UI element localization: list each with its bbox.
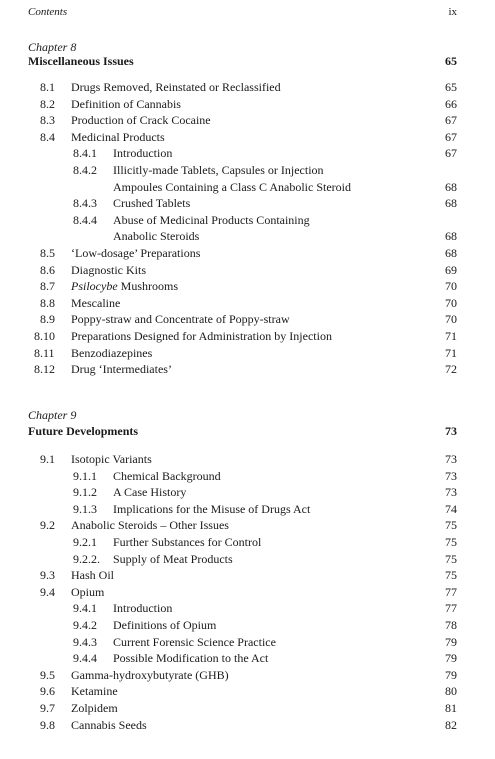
- toc-entry-number: 9.3: [40, 568, 55, 583]
- toc-entry-title: Crushed Tablets: [113, 196, 191, 211]
- toc-entry: [0, 129, 495, 146]
- toc-entry-title: Definition of Cannabis: [71, 96, 181, 111]
- chapter-9-page: 73: [445, 424, 457, 438]
- toc-entry-page: 72: [445, 362, 457, 377]
- toc-entry-title: Abuse of Medicinal Products Containing: [113, 212, 310, 227]
- toc-entry-title-italic: Psilocybe: [71, 279, 118, 294]
- toc-entry-page: 67: [445, 129, 457, 144]
- toc-entry-title: Opium: [71, 584, 105, 599]
- toc-entry-number: 9.2: [40, 518, 55, 533]
- toc-entry-number: 9.7: [40, 700, 55, 715]
- running-header-left: Contents: [28, 6, 68, 18]
- toc-entry-page: 67: [445, 146, 457, 161]
- toc-entry: [0, 262, 495, 279]
- toc-entry-page: 73: [445, 485, 457, 500]
- toc-entry-title: Possible Modification to the Act: [113, 651, 269, 666]
- toc-entry-page: 80: [445, 684, 457, 699]
- toc-entry-title: Current Forensic Science Practice: [113, 634, 276, 649]
- toc-entry-title: Chemical Background: [113, 468, 221, 483]
- toc-entry-page: 68: [445, 245, 457, 260]
- toc-entry-number: 8.4.4: [73, 212, 97, 227]
- chapter-8-title: Miscellaneous Issues: [28, 54, 134, 68]
- toc-entry: [0, 328, 495, 345]
- toc-entry: [0, 484, 495, 501]
- toc-entry-title-rest: Mushrooms: [117, 279, 178, 294]
- toc-entry-page: 73: [445, 452, 457, 466]
- toc-entry-number: 9.1.2: [73, 485, 97, 500]
- toc-entry-page: 74: [445, 501, 457, 516]
- toc-entry-number: 9.2.2.: [73, 551, 100, 566]
- toc-entry: [0, 96, 495, 113]
- toc-entry-page: 79: [445, 634, 457, 649]
- toc-entry-title: Anabolic Steroids – Other Issues: [71, 518, 229, 533]
- toc-entry: [0, 617, 495, 634]
- toc-entry: [0, 584, 495, 601]
- toc-entry-number: 9.1.3: [73, 501, 97, 516]
- toc-entry: [0, 212, 495, 229]
- toc-entry-page: 65: [445, 80, 457, 94]
- toc-entry-title: Poppy-straw and Concentrate of Poppy-straw: [71, 312, 290, 327]
- toc-entry-page: 75: [445, 518, 457, 533]
- toc-entry-number: 8.7: [40, 279, 55, 294]
- chapter-9-toc: [0, 451, 495, 733]
- running-header-page-number: ix: [448, 6, 457, 18]
- toc-entry: [0, 295, 495, 312]
- toc-entry-title: ‘Low-dosage’ Preparations: [71, 245, 201, 260]
- toc-entry-title: Diagnostic Kits: [71, 262, 146, 277]
- toc-entry: [0, 162, 495, 179]
- toc-entry-page: 70: [445, 295, 457, 310]
- toc-entry-number: 8.1: [40, 80, 55, 94]
- chapter-8-toc: [0, 79, 495, 378]
- toc-entry-title: Ketamine: [71, 684, 118, 699]
- toc-entry: [0, 551, 495, 568]
- toc-entry-title: Medicinal Products: [71, 129, 165, 144]
- toc-entry: [0, 501, 495, 518]
- toc-entry: [0, 228, 495, 245]
- toc-entry-page: 70: [445, 279, 457, 294]
- chapter-8-label: Chapter 8: [28, 40, 77, 54]
- toc-entry-title: Ampoules Containing a Class C Anabolic Steroid: [113, 179, 351, 194]
- toc-entry-page: 75: [445, 568, 457, 583]
- toc-entry-page: 78: [445, 617, 457, 632]
- toc-entry-number: 8.6: [40, 262, 55, 277]
- toc-entry-page: 70: [445, 312, 457, 327]
- toc-entry-title: Further Substances for Control: [113, 534, 262, 549]
- toc-entry-number: 8.2: [40, 96, 55, 111]
- toc-entry-page: 75: [445, 534, 457, 549]
- toc-entry-title: Implications for the Misuse of Drugs Act: [113, 501, 311, 516]
- toc-entry: [0, 534, 495, 551]
- toc-entry-title: A Case History: [113, 485, 187, 500]
- toc-entry: [0, 179, 495, 196]
- toc-entry: [0, 667, 495, 684]
- chapter-9-title: Future Developments: [28, 424, 139, 438]
- toc-entry-number: 8.9: [40, 312, 55, 327]
- toc-entry-title: Preparations Designed for Administration by Injection: [71, 328, 332, 343]
- toc-entry-title: Definitions of Opium: [113, 617, 217, 632]
- toc-entry-title: Introduction: [113, 601, 173, 616]
- toc-entry: [0, 634, 495, 651]
- toc-entry-title: Illicitly-made Tablets, Capsules or Injection: [113, 162, 324, 177]
- toc-entry-page: 68: [445, 196, 457, 211]
- toc-entry-number: 8.4: [40, 129, 55, 144]
- toc-entry: [0, 717, 495, 734]
- toc-entry-title: Drugs Removed, Reinstated or Reclassified: [71, 80, 281, 94]
- toc-entry: [0, 79, 495, 96]
- toc-entry-number: 9.8: [40, 717, 55, 732]
- toc-entry-number: 9.5: [40, 667, 55, 682]
- toc-entry: [0, 451, 495, 468]
- toc-entry-title: Benzodiazepines: [71, 345, 153, 360]
- toc-entry-number: 8.8: [40, 295, 55, 310]
- toc-entry: [0, 517, 495, 534]
- toc-entry-page: 71: [445, 345, 457, 360]
- toc-entry-number: 8.3: [40, 113, 55, 128]
- toc-entry-page: 82: [445, 717, 457, 732]
- toc-entry-page: 66: [445, 96, 457, 111]
- toc-entry: [0, 683, 495, 700]
- toc-entry-number: 9.6: [40, 684, 55, 699]
- toc-entry-number: 9.4.4: [73, 651, 97, 666]
- toc-entry-number: 9.4.3: [73, 634, 97, 649]
- toc-entry-page: 67: [445, 113, 457, 128]
- toc-entry-number: 8.10: [34, 328, 55, 343]
- toc-entry-title: Mescaline: [71, 295, 121, 310]
- toc-entry-number: 8.5: [40, 245, 55, 260]
- toc-entry: [0, 145, 495, 162]
- toc-entry-page: 68: [445, 229, 457, 244]
- toc-entry: [0, 278, 495, 295]
- toc-entry: [0, 311, 495, 328]
- toc-entry-number: 9.4.1: [73, 601, 97, 616]
- toc-entry-page: 68: [445, 179, 457, 194]
- toc-entry-title: Production of Crack Cocaine: [71, 113, 211, 128]
- chapter-9-label: Chapter 9: [28, 408, 77, 422]
- toc-entry-title: Isotopic Variants: [71, 452, 152, 466]
- toc-entry-title: Zolpidem: [71, 700, 118, 715]
- toc-entry-number: 9.1.1: [73, 468, 97, 483]
- toc-entry: [0, 195, 495, 212]
- toc-entry-title: Introduction: [113, 146, 173, 161]
- toc-entry-number: 9.4.2: [73, 617, 97, 632]
- toc-entry-page: 81: [445, 700, 457, 715]
- toc-entry-page: 71: [445, 328, 457, 343]
- toc-entry-number: 8.12: [34, 362, 55, 377]
- toc-entry: [0, 700, 495, 717]
- toc-entry: [0, 600, 495, 617]
- toc-entry: [0, 650, 495, 667]
- toc-entry-title: Anabolic Steroids: [113, 229, 200, 244]
- toc-entry-page: 79: [445, 651, 457, 666]
- toc-entry-number: 9.4: [40, 584, 55, 599]
- toc-entry: [0, 468, 495, 485]
- toc-entry-title: Hash Oil: [71, 568, 114, 583]
- toc-entry-title: [71, 278, 178, 295]
- toc-entry-number: 8.4.3: [73, 196, 97, 211]
- toc-entry-title: Cannabis Seeds: [71, 717, 147, 732]
- toc-entry: [0, 112, 495, 129]
- toc-entry-title: Gamma-hydroxybutyrate (GHB): [71, 667, 229, 682]
- toc-entry-page: 73: [445, 468, 457, 483]
- toc-entry-number: 9.1: [40, 452, 55, 466]
- toc-entry-number: 9.2.1: [73, 534, 97, 549]
- toc-entry: [0, 245, 495, 262]
- toc-entry-number: 8.4.1: [73, 146, 97, 161]
- toc-entry: [0, 345, 495, 362]
- toc-entry-number: 8.4.2: [73, 162, 97, 177]
- toc-entry: [0, 567, 495, 584]
- toc-entry-number: 8.11: [34, 345, 55, 360]
- toc-entry-page: 75: [445, 551, 457, 566]
- toc-entry-page: 79: [445, 667, 457, 682]
- toc-entry-page: 77: [445, 584, 457, 599]
- chapter-8-page: 65: [445, 54, 457, 68]
- toc-entry-title: Drug ‘Intermediates’: [71, 362, 172, 377]
- toc-entry-page: 77: [445, 601, 457, 616]
- toc-entry-page: 69: [445, 262, 457, 277]
- toc-entry: [0, 361, 495, 378]
- toc-entry-title: Supply of Meat Products: [113, 551, 233, 566]
